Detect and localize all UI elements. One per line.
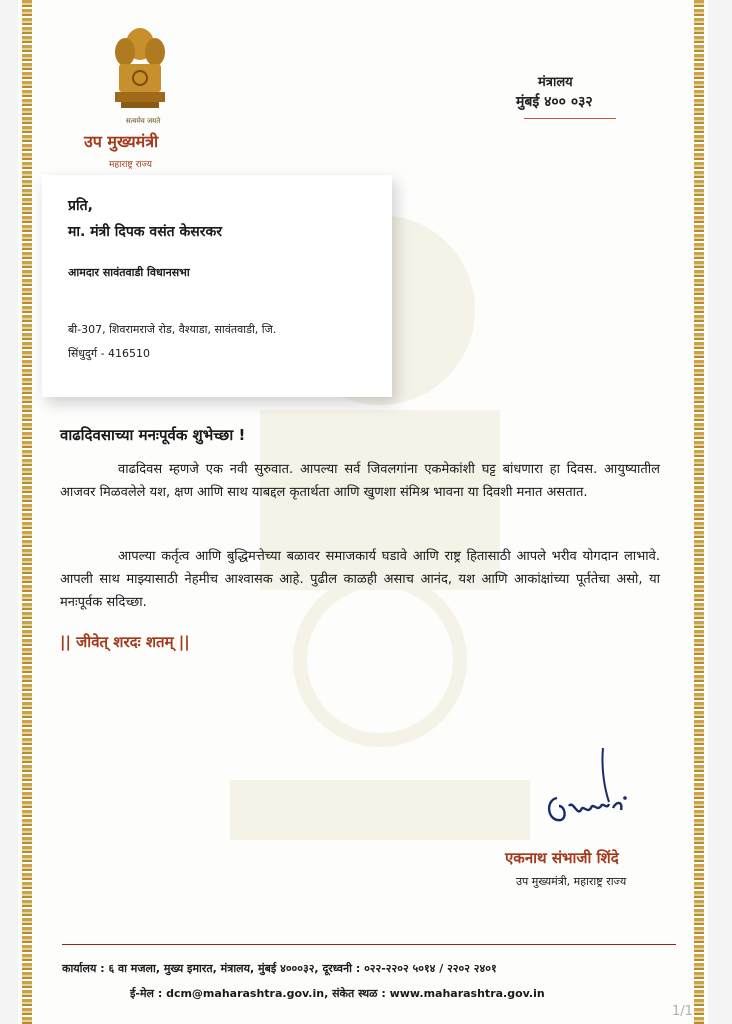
gold-border-left	[22, 0, 32, 1024]
office-subtitle: महाराष्ट्र राज्य	[109, 160, 153, 170]
footer-office-line	[62, 961, 682, 976]
recipient-salutation: प्रति,	[68, 198, 93, 214]
signatory-designation: उप मुख्यमंत्री, महाराष्ट्र राज्य	[516, 875, 627, 888]
address-card	[42, 175, 392, 397]
letter-paragraph-1: वाढदिवस म्हणजे एक नवी सुरुवात. आपल्या सर्व जिवलगांना एकमेकांशी घट्ट बांधणारा हा दिवस. आयुष्यातील आजवर मिळवलेले यश, क्षण आणि साथ याबद्दल कृतार्थता आणि खुणशा संमिश्र भावना या दिवशी मनात असतात.	[60, 462, 660, 500]
footer-website-label: संकेत स्थळ :	[332, 987, 386, 1000]
signatory-name: एकनाथ संभाजी शिंदे	[505, 849, 619, 867]
footer-contact-line	[130, 986, 545, 1001]
location-underline	[524, 118, 616, 119]
signature-icon	[543, 740, 633, 840]
recipient-address-line-1: बी-307, शिवरामराजे रोड, वैश्याडा, सावंतवाडी, जि.	[68, 323, 277, 336]
recipient-name: मा. मंत्री दिपक वसंत केसरकर	[68, 224, 222, 240]
footer-email-label: ई-मेल :	[130, 987, 163, 1000]
recipient-address-line-2: सिंधुदुर्ग - 416510	[68, 347, 151, 360]
letter-paragraph-2: आपल्या कर्तृत्व आणि बुद्धिमत्तेच्या बळावर समाजकार्य घडावे आणि राष्ट्र हितासाठी आपले भरीव योगदान लाभावे. आपली साथ माझ्यासाठी नेहमीच आश्वासक आहे. पुढील काळही असाच आनंद, यश आणि आकांक्षांच्या पूर्ततेचा असो, या मनःपूर्वक सदिच्छा.	[60, 549, 660, 610]
state-emblem-icon	[105, 22, 175, 117]
letter-blessing: || जीवेत् शरदः शतम् ||	[60, 633, 190, 651]
location-line-2: मुंबई ४०० ०३२	[516, 94, 593, 110]
letter-sheet	[18, 0, 708, 1024]
gold-border-right	[694, 0, 704, 1024]
location-line-1: मंत्रालय	[538, 75, 573, 90]
footer-phone-label: दूरध्वनी :	[322, 962, 361, 975]
footer-phone-value: ०२२-२२०२ ५०१४ / २२०२ २४०१	[364, 962, 497, 975]
letter-greeting: वाढदिवसाच्या मनःपूर्वक शुभेच्छा !	[60, 426, 246, 444]
page-indicator: 1/1	[672, 1004, 693, 1019]
emblem-motto: सत्यमेव जयते	[125, 117, 161, 125]
footer-office-label: कार्यालय :	[62, 962, 105, 975]
footer-email-link[interactable]: dcm@maharashtra.gov.in,	[166, 987, 329, 1000]
footer-website-link[interactable]: www.maharashtra.gov.in	[389, 987, 545, 1000]
footer-divider	[62, 944, 676, 945]
office-title: उप मुख्यमंत्री	[84, 132, 159, 151]
recipient-designation: आमदार सावंतवाडी विधानसभा	[68, 266, 190, 279]
footer-office-value: ६ वा मजला, मुख्य इमारत, मंत्रालय, मुंबई ४०००३२,	[108, 962, 319, 975]
